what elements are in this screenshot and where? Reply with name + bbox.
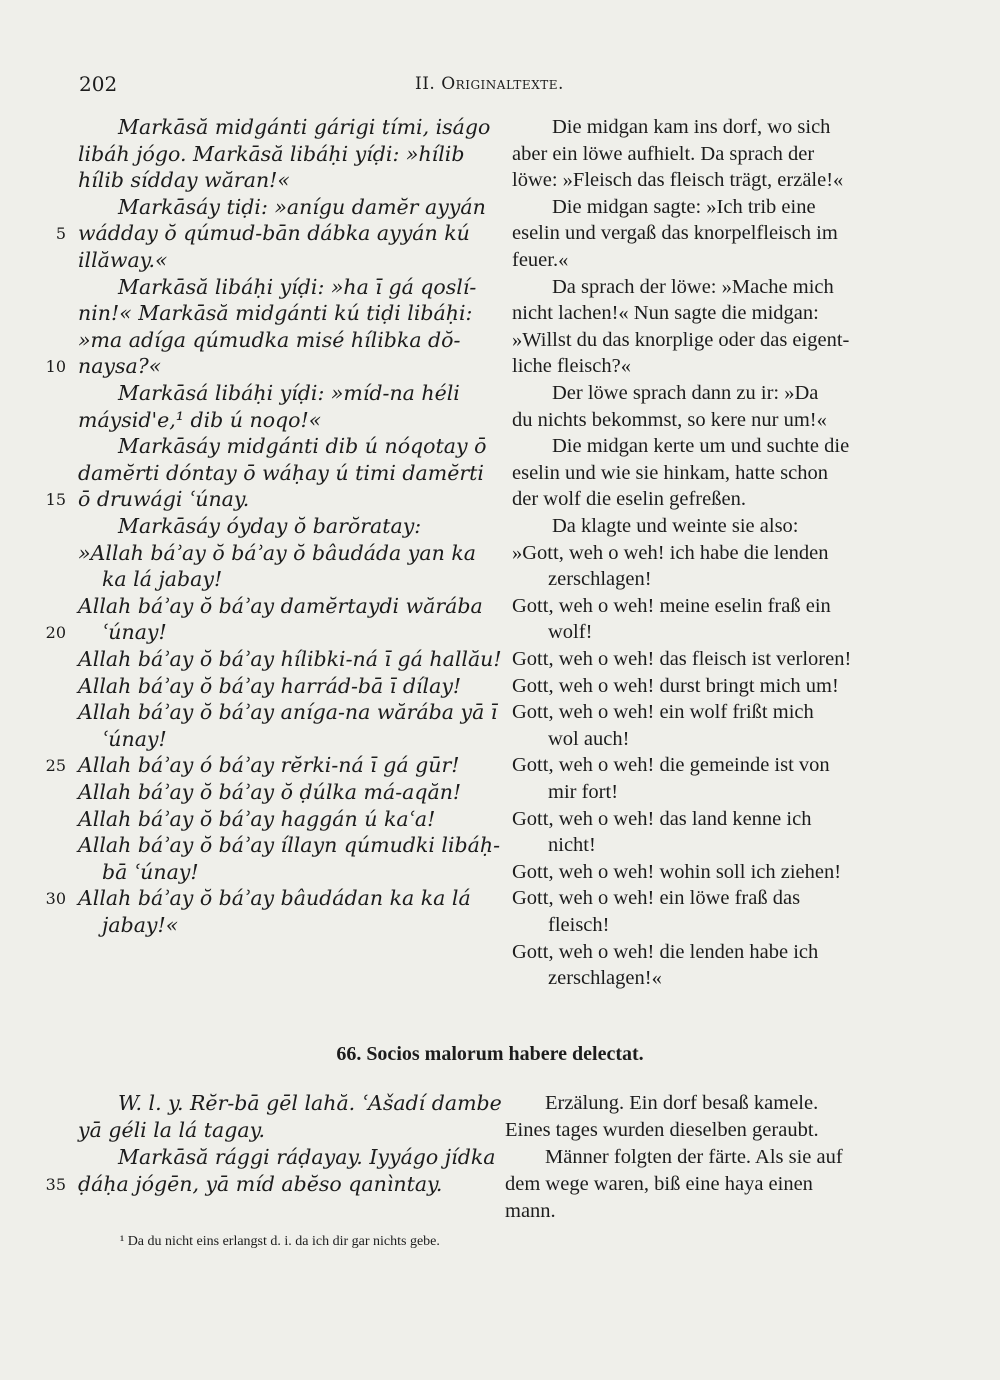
line-number [36,247,66,274]
text-line: Gott, weh o weh! das land kenne ich [512,807,812,830]
text-line: Gott, weh o weh! das fleisch ist verloren! [512,648,852,670]
text-line: der wolf die eselin gefreßen. [512,488,746,511]
text-line: »Gott, weh o weh! ich habe die lenden [512,541,829,564]
text-line: Gott, weh o weh! durst bringt mich um! [512,674,839,697]
text-line: Allah báʾay ŏ báʾay ŏ ḍúlka má-aqăn! [78,780,462,804]
text-line: du nichts bekommst, so kere nur um!« [512,408,827,431]
text-line: eselin und wie sie hinkam, hatte schon [512,461,828,484]
text-line: Die midgan sagte: »Ich trib eine [552,195,816,218]
line-number [36,114,66,141]
text-line: Der löwe sprach dann zu ir: »Da [552,382,819,404]
text-line: feuer.« [512,249,569,271]
text-line: liche fleisch?« [512,355,631,378]
text-line: Männer folgten der färte. Als sie auf [545,1146,843,1168]
text-line: ʿúnay! [102,726,167,751]
footnote: ¹ Da du nicht eins erlangst d. i. da ich dir gar nichts gebe. [120,1234,440,1249]
text-line: Gott, weh o weh! die gemeinde ist von [512,754,830,777]
text-line: ʿúnay! [102,620,167,645]
line-number [36,274,66,301]
line-number [36,1090,66,1117]
text-line: illăway.« [78,248,168,272]
text-line: Allah báʾay ó báʾay rĕrki-ná ī gá gūr! [78,753,460,778]
running-head: II. Originaltexte. [415,74,564,94]
line-number [36,1117,66,1144]
line-number [36,673,66,700]
text-line: Allah báʾay ŏ báʾay hílibki-ná ī gá hallău! [78,647,502,671]
text-line: libáh jógo. Markāsă libáḥi yíḍi: »hílib [78,141,465,166]
text-line: mann. [505,1200,556,1222]
text-line: Allah báʾay ŏ báʾay harrád-bā ī dílay! [78,673,462,698]
text-line: bā ʿúnay! [102,859,199,884]
line-number [36,593,66,620]
text-line: Da klagte und weinte sie also: [552,515,799,537]
page-header [0,72,1000,102]
text-line: Gott, weh o weh! die lenden habe ich [512,940,819,963]
text-line: W. l. y. Rĕr-bā gēl lahă. ʿAšadí dambe [118,1091,502,1115]
text-line: Gott, weh o weh! ein löwe fraß das [512,887,801,910]
text-line: nin!« Markāsă midgánti kú tiḍi libáḥi: [78,301,473,326]
line-number: 30 [45,889,66,909]
line-number [36,726,66,753]
line-number [36,806,66,833]
page-number: 202 [79,72,118,96]
text-line: »Allah báʾay ŏ báʾay ŏ bâudáda yan ka [78,540,476,565]
text-line: hílib sídday wăran!« [78,168,290,193]
text-line: yā géli la lá tagay. [78,1118,265,1142]
text-line: »ma adíga qúmudka misé hílibka dŏ- [78,327,461,352]
line-number: 5 [55,224,66,244]
line-number [36,1144,66,1171]
text-line: Eines tages wurden dieselben geraubt. [505,1119,819,1141]
text-line: máysid'e,¹ dib ú noqo!« [78,407,322,432]
section-title: 66. Socios malorum habere delectat. [336,1043,644,1065]
text-line: zerschlagen!« [548,967,662,990]
text-line: löwe: »Fleisch das fleisch trägt, erzäle!« [512,169,844,192]
line-number [36,513,66,540]
line-number [36,832,66,859]
line-number [36,912,66,939]
text-line: Allah báʾay ŏ báʾay aníga-na wărába yā ī [78,700,498,725]
line-number [36,141,66,168]
line-number [36,859,66,886]
text-line: Die midgan kerte um und suchte die [552,435,850,458]
text-line: mir fort! [548,781,619,803]
line-number [36,646,66,673]
text-line: dem wege waren, biß eine haya einen [505,1173,813,1195]
text-line: Die midgan kam ins dorf, wo sich [552,116,831,138]
text-line: Gott, weh o weh! ein wolf frißt mich [512,701,814,724]
text-line: ō druwági ʿúnay. [78,487,250,512]
text-line: Erzälung. Ein dorf besaß kamele. [545,1092,819,1114]
text-line: ḍáḥa jógēn, yā míd abĕso qanìntay. [78,1172,443,1196]
line-number: 10 [45,357,66,377]
text-line: aber ein löwe aufhielt. Da sprach der [512,142,815,165]
text-line: nicht! [548,834,596,857]
line-number [36,327,66,354]
text-line: Markāsáy tiḍi: »anígu damĕr ayyán [118,194,486,219]
line-number [36,540,66,567]
text-line: Markāsáy óyday ŏ barŏratay: [118,514,422,538]
text-line: Allah báʾay ŏ báʾay damĕrtaydi wărába [78,593,483,618]
line-number [36,167,66,194]
line-number [36,300,66,327]
text-line: naysa?« [78,354,162,379]
line-number: 25 [45,756,66,776]
text-line: fleisch! [548,914,610,936]
text-line: ka lá jabay! [102,567,223,592]
text-line: Markāsă rággi ráḍayay. Iyyágo jídka [118,1145,496,1169]
text-line: Markāsă midgánti gárigi tími, iságo [118,115,491,139]
text-line: eselin und vergaß das knorpelfleisch im [512,222,838,245]
text-line: wádday ŏ qúmud-bān dábka ayyán kú [78,221,470,246]
text-line: zerschlagen! [548,568,652,591]
text-line: wol auch! [548,727,630,750]
text-line: Da sprach der löwe: »Mache mich [552,275,834,298]
line-number [36,407,66,434]
line-number [36,699,66,726]
line-number [36,779,66,806]
text-line: Markāsáy midgánti dib ú nóqotay ō [118,434,487,459]
text-line: Gott, weh o weh! wohin soll ich ziehen! [512,860,842,883]
text-line: wolf! [548,621,593,644]
line-number: 15 [45,490,66,510]
text-line: jabay!« [102,913,179,937]
text-line: Markāsá libáḥi yíḍi: »míd-na héli [118,381,460,405]
text-line: damĕrti dóntay ō wáḥay ú timi damĕrti [78,460,484,485]
line-number [36,566,66,593]
text-line: Gott, weh o weh! meine eselin fraß ein [512,594,831,617]
line-number [36,194,66,221]
line-number [36,380,66,407]
text-line: Markāsă libáḥi yíḍi: »ha ī gá qoslí- [118,274,477,299]
text-line: Allah báʾay ŏ báʾay bâudádan ka ka lá [78,886,471,911]
line-number: 35 [45,1175,66,1194]
text-line: »Willst du das knorplige oder das eigent- [512,328,850,351]
line-number [36,460,66,487]
text-line: nicht lachen!« Nun sagte die midgan: [512,302,819,325]
line-number [36,433,66,460]
text-line: Allah báʾay ŏ báʾay haggán ú kaʿa! [78,806,436,831]
text-line: Allah báʾay ŏ báʾay íllayn qúmudki libáḥ- [78,833,501,858]
line-number: 20 [45,623,66,643]
